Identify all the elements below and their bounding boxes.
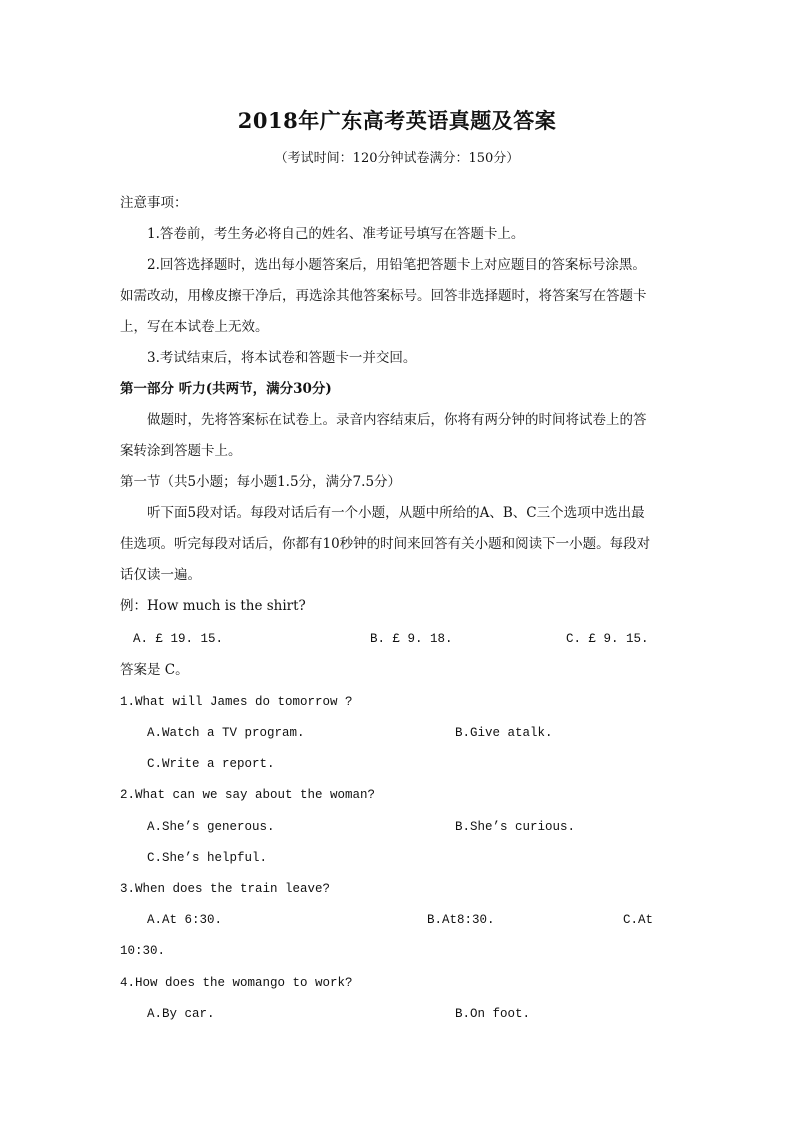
notice-item-3: 3.考试结束后，将本试卷和答题卡一并交回。	[147, 350, 417, 366]
part-1-intro-line-2: 案转涂到答题卡上。	[120, 443, 242, 459]
question-2-option-a: A.She’s generous.	[147, 820, 275, 834]
question-3-option-a: A.At 6:30.	[147, 913, 223, 927]
section-1-intro-line-1: 听下面5段对话。每段对话后有一个小题，从题中所给的A、B、C三个选项中选出最	[147, 505, 645, 521]
example-answer: 答案是 C。	[120, 662, 189, 678]
section-1-heading: 第一节（共5小题；每小题1.5分，满分7.5分）	[120, 474, 402, 490]
notice-heading: 注意事项：	[120, 195, 188, 211]
question-4-stem: 4.How does the womango to work?	[120, 976, 353, 990]
part-1-intro-line-1: 做题时，先将答案标在试卷上。录音内容结束后，你将有两分钟的时间将试卷上的答	[147, 412, 647, 428]
question-2-option-b: B.She’s curious.	[455, 820, 576, 834]
question-3-option-c: C.At	[623, 913, 654, 927]
notice-item-1: 1.答卷前，考生务必将自己的姓名、准考证号填写在答题卡上。	[147, 226, 525, 242]
question-1-option-c: C.Write a report.	[147, 757, 275, 771]
question-3-stem: 3.When does the train leave?	[120, 882, 331, 896]
example-option-a: A. £ 19. 15.	[133, 632, 224, 646]
question-2-option-c: C.She’s helpful.	[147, 851, 268, 865]
page-subtitle: （考试时间：120分钟试卷满分：150分）	[274, 151, 520, 166]
notice-item-2-line-2: 如需改动，用橡皮擦干净后，再选涂其他答案标号。回答非选择题时，将答案写在答题卡	[120, 288, 647, 304]
part-1-heading: 第一部分 听力(共两节，满分30分)	[120, 381, 332, 397]
example-question: 例：How much is the shirt?	[120, 598, 306, 614]
question-3-option-c-continued: 10:30.	[120, 944, 166, 958]
question-4-option-b: B.On foot.	[455, 1007, 531, 1021]
question-1-option-b: B.Give atalk.	[455, 726, 553, 740]
question-1-stem: 1.What will James do tomorrow ?	[120, 695, 353, 709]
example-option-b: B. £ 9. 18.	[370, 632, 453, 646]
question-4-option-a: A.By car.	[147, 1007, 215, 1021]
page-title: 2018年广东高考英语真题及答案	[237, 108, 557, 133]
question-1-option-a: A.Watch a TV program.	[147, 726, 305, 740]
example-option-c: C. £ 9. 15.	[566, 632, 649, 646]
section-1-intro-line-3: 话仅读一遍。	[120, 567, 201, 583]
question-3-option-b: B.At8:30.	[427, 913, 495, 927]
question-2-stem: 2.What can we say about the woman?	[120, 788, 376, 802]
notice-item-2-line-1: 2.回答选择题时，选出每小题答案后，用铅笔把答题卡上对应题目的答案标号涂黑。	[147, 257, 646, 273]
section-1-intro-line-2: 佳选项。听完每段对话后，你都有10秒钟的时间来回答有关小题和阅读下一小题。每段对	[120, 536, 651, 552]
notice-item-2-line-3: 上，写在本试卷上无效。	[120, 319, 269, 335]
